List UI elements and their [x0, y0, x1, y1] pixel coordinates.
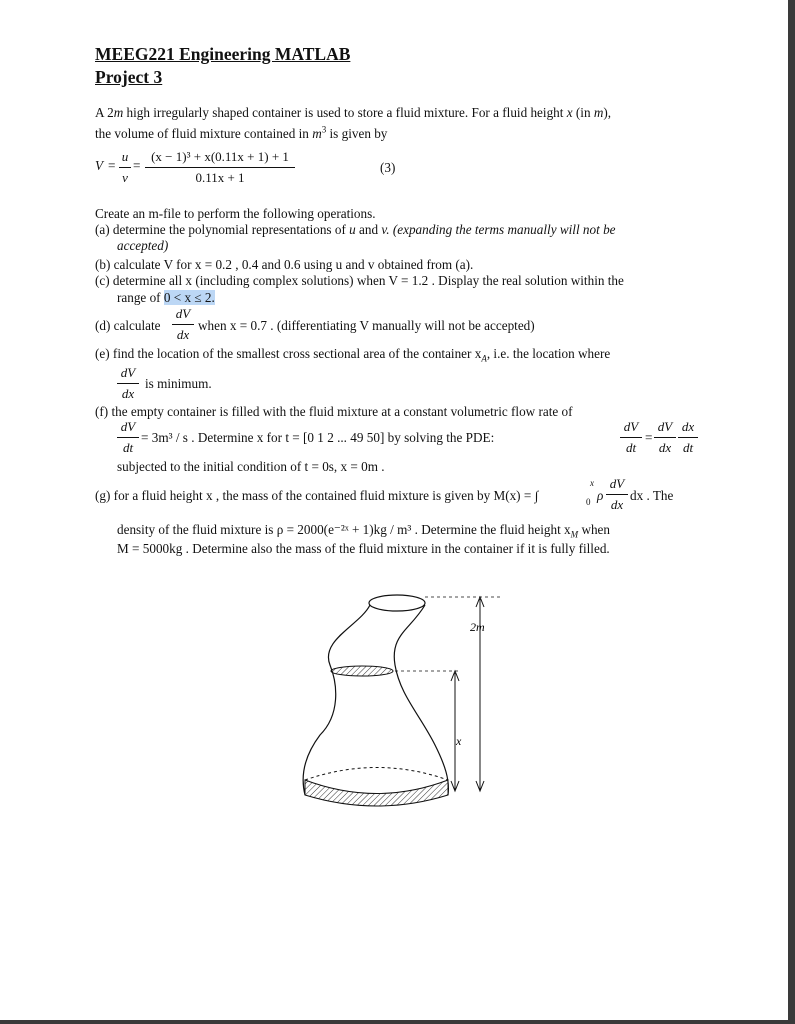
container-right-wall — [394, 605, 448, 795]
document-page: MEEG221 Engineering MATLAB Project 3 A 2m high irregularly shaped container is used to store a fluid mixture. For a fluid height x (in m), the volume of fluid mixture contained in $m^3$ is given by V = u v = (x − 1)³ + x(0.11x + 1) + 1 0.11x + 1 (3) Create an m-file to perform the following operations. (a) determine the polynomial representations of u and v. (expanding the terms manually will not be accepted) (b) calculate V for x = 0.2 , 0.4 and 0.6 using u and v obtained from (a). (c) determine all x (including complex solutions) when V = 1.2 . Display the real solution within the range of 0 < x ≤ 2. (d) calculate dV dx when x = 0.7 . (differentiating V manually will not be accepted) (e) find the location of the smallest cross sectional area of the container $x_A$, i.e. the location where dV dx is minimum. (f) the empty container is filled with the fluid mixture at a constant volumetric flow rate of dV dt = 3m³ / s . Determine x for t = [0 1 2 ... 49 50] by solving the PDE: dV dt = dV dx dx dt subjected to the initial condition of t = 0s, x = 0m . (g) for a fluid height x , the mass of the contained fluid mixture is given by M(x) = ∫ x 0 ρ dV dx dx . The density of the fluid mixture is ρ = 2000(e⁻²ˣ + 1)kg / m³ . Determine the fluid height $x_M$ when M = 5000kg . Determine also the mass of the fluid mixture in the container if it is fully filled. 2m x — [0, 0, 788, 1020]
item-c: (c) determine all x (including complex solutions) when V = 1.2 . Display the real solution within the — [95, 273, 624, 288]
equation-number: (3) — [380, 160, 396, 175]
item-g-cont: density of the fluid mixture is ρ = 2000(e⁻²ˣ + 1)kg / m³ . Determine the fluid height $x_M$ when — [117, 522, 611, 540]
project-title: Project 3 — [95, 67, 163, 87]
course-title: MEEG221 Engineering MATLAB — [95, 44, 351, 64]
item-c-cont: range of 0 < x ≤ 2. — [117, 290, 215, 305]
item-e-cont: is minimum. — [145, 376, 212, 391]
intro-line-2: the volume of fluid mixture contained in $m^3$ is given by — [95, 124, 388, 141]
x-label: x — [456, 734, 462, 748]
selected-text[interactable]: 0 < x ≤ 2. — [163, 290, 215, 305]
min-cross-section — [331, 666, 393, 676]
container-top-opening — [369, 595, 425, 611]
item-a-cont: accepted) — [117, 238, 169, 253]
item-a: (a) determine the polynomial representations of u and v. (expanding the terms manually will not be — [95, 222, 616, 237]
intro-line-1: A 2m high irregularly shaped container is used to store a fluid mixture. For a fluid height x (in m), — [95, 105, 612, 120]
task-intro: Create an m-file to perform the following operations. — [95, 206, 376, 221]
item-b: (b) calculate V for x = 0.2 , 0.4 and 0.6 using u and v obtained from (a). — [95, 257, 474, 272]
item-f-text: = 3m³ / s . Determine x for t = [0 1 2 ... 49 50] by solving the PDE: — [141, 430, 495, 445]
item-f: (f) the empty container is filled with the fluid mixture at a constant volumetric flow rate of — [95, 404, 573, 419]
container-left-wall — [303, 605, 370, 795]
item-d: (d) calculate — [95, 318, 161, 333]
container-base — [305, 780, 448, 806]
eq-numerator: (x − 1)³ + x(0.11x + 1) + 1 — [151, 149, 289, 164]
item-f-cont: subjected to the initial condition of t = 0s, x = 0m . — [117, 459, 385, 474]
item-g: (g) for a fluid height x , the mass of the contained fluid mixture is given by M(x) = ∫ — [95, 488, 539, 503]
eq-denominator: 0.11x + 1 — [195, 170, 245, 185]
item-g-cont-2: M = 5000kg . Determine also the mass of the fluid mixture in the container if it is fully filled. — [117, 541, 610, 556]
container-figure — [300, 585, 530, 825]
base-back-edge — [305, 768, 448, 781]
item-e: (e) find the location of the smallest cross sectional area of the container $x_A$, i.e. the location where — [95, 346, 611, 364]
item-d-text: when x = 0.7 . (differentiating V manually will not be accepted) — [198, 318, 535, 333]
height-label: 2m — [470, 620, 485, 634]
